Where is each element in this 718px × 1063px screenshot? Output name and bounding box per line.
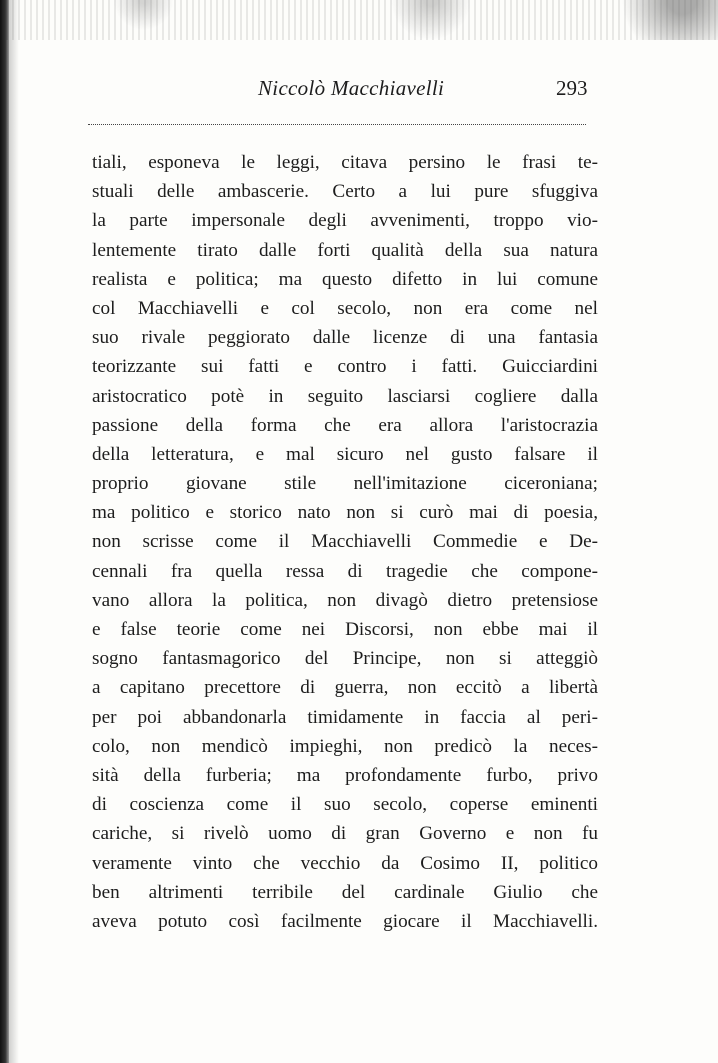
text-line: colo, non mendicò impieghi, non predicò la neces- — [92, 735, 598, 757]
text-line: a capitano precettore di guerra, non eccitò a libertà — [92, 677, 598, 699]
text-line: tiali, esponeva le leggi, citava persino le frasi te- — [92, 152, 598, 173]
text-line: e false teorie come nei Discorsi, non ebbe mai il — [92, 619, 598, 640]
text-line: stuali delle ambascerie. Certo a lui pure sfuggiva — [92, 181, 598, 203]
text-line: passione della forma che era allora l'aristocrazia — [92, 414, 598, 436]
text-line: ma politico e storico nato non si curò mai di poesia, — [92, 502, 598, 524]
text-line: aristocratico potè in seguito lasciarsi cogliere dalla — [92, 385, 598, 407]
text-line: sità della furberia; ma profondamente furbo, privo — [92, 764, 598, 786]
text-line: proprio giovane stile nell'imitazione ciceroniana; — [92, 473, 598, 495]
text-line: col Macchiavelli e col secolo, non era come nel — [92, 297, 598, 319]
header-rule — [88, 124, 586, 125]
running-title: Niccolò Macchiavelli — [258, 76, 445, 100]
text-line: suo rivale peggiorato dalle licenze di una fantasia — [92, 327, 598, 349]
text-line: non scrisse come il Macchiavelli Commedie e De- — [92, 531, 598, 553]
text-line: per poi abbandonarla timidamente in faccia al peri- — [92, 706, 598, 728]
text-line: ben altrimenti terribile del cardinale Giulio che — [92, 881, 598, 903]
text-line: veramente vinto che vecchio da Cosimo II, politico — [92, 852, 598, 874]
text-line: cariche, si rivelò uomo di gran Governo e non fu — [92, 823, 598, 845]
text-line: sogno fantasmagorico del Principe, non si atteggiò — [92, 648, 598, 670]
text-line: la parte impersonale degli avvenimenti, troppo vio- — [92, 210, 598, 232]
text-line: aveva potuto così facilmente giocare il Macchiavelli. — [92, 910, 598, 932]
book-spine-shadow — [0, 0, 9, 1063]
body-text — [92, 148, 598, 936]
text-line: teorizzante sui fatti e contro i fatti. Guicciardini — [92, 356, 598, 378]
text-line: realista e politica; ma questo difetto in lui comune — [92, 268, 598, 290]
scan-edge-noise — [0, 0, 718, 40]
running-head — [0, 76, 718, 106]
gutter-shadow — [9, 0, 19, 1063]
text-line: vano allora la politica, non divagò dietro pretensiose — [92, 589, 598, 611]
page-number: 293 — [556, 76, 588, 100]
text-line: della letteratura, e mal sicuro nel gusto falsare il — [92, 443, 598, 465]
text-line: lentemente tirato dalle forti qualità della sua natura — [92, 239, 598, 261]
text-line: di coscienza come il suo secolo, coperse eminenti — [92, 794, 598, 816]
text-line: cennali fra quella ressa di tragedie che compone- — [92, 560, 598, 582]
